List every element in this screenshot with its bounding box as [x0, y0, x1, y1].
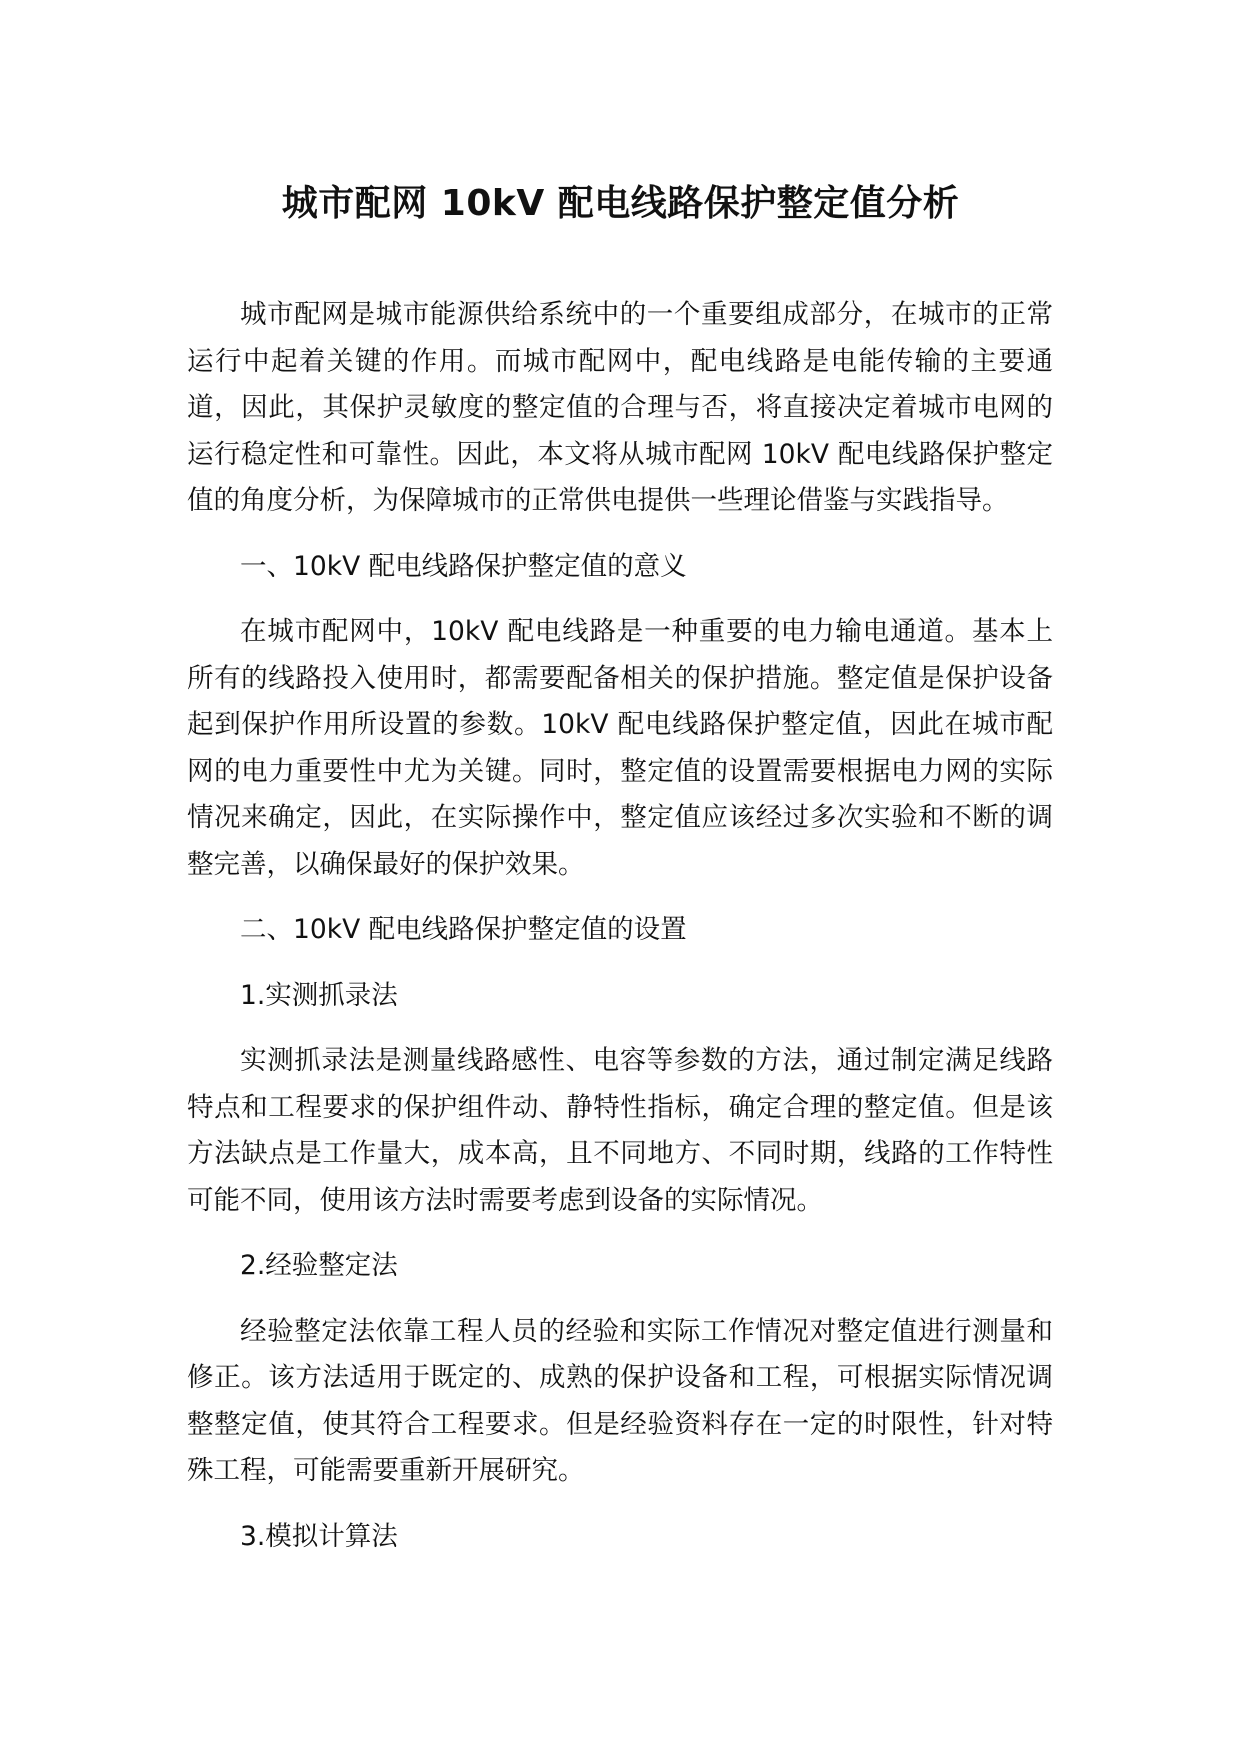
- document-body: [187, 292, 1053, 1560]
- method-1-heading: 1.实测抓录法: [240, 979, 398, 1011]
- intro-paragraph: 城市配网是城市能源供给系统中的一个重要组成部分，在城市的正常运行中起着关键的作用。而城市配网中，配电线路是电能传输的主要通道，因此，其保护灵敏度的整定值的合理与否，将直接决定着城市电网的运行稳定性和可靠性。因此，本文将从城市配网 10kV 配电线路保护整定值的角度分析，为保障城市的正常供电提供一些理论借鉴与实践指导。: [187, 299, 1053, 516]
- method-2-paragraph: 经验整定法依靠工程人员的经验和实际工作情况对整定值进行测量和修正。该方法适用于既定的、成熟的保护设备和工程，可根据实际情况调整整定值，使其符合工程要求。但是经验资料存在一定的时限性，针对特殊工程，可能需要重新开展研究。: [187, 1315, 1053, 1486]
- document-title: 城市配网 10kV 配电线路保护整定值分析: [281, 183, 960, 224]
- method-3-heading: 3.模拟计算法: [240, 1520, 398, 1552]
- method-1-paragraph: 实测抓录法是测量线路感性、电容等参数的方法，通过制定满足线路特点和工程要求的保护组件动、静特性指标，确定合理的整定值。但是该方法缺点是工作量大，成本高，且不同地方、不同时期，线路的工作特性可能不同，使用该方法时需要考虑到设备的实际情况。: [187, 1045, 1053, 1216]
- method-2-heading: 2.经验整定法: [240, 1250, 398, 1281]
- section-1-heading: 一、10kV 配电线路保护整定值的意义: [240, 550, 687, 582]
- section-1-paragraph: 在城市配网中，10kV 配电线路是一种重要的电力输电通道。基本上所有的线路投入使用时，都需要配备相关的保护措施。整定值是保护设备起到保护作用所设置的参数。10kV 配电线路保护整定值，因此在城市配网的电力重要性中尤为关键。同时，整定值的设置需要根据电力网的实际情况来确定，因此，在实际操作中，整定值应该经过多次实验和不断的调整完善，以确保最好的保护效果。: [187, 616, 1053, 880]
- section-2-heading: 二、10kV 配电线路保护整定值的设置: [240, 914, 687, 945]
